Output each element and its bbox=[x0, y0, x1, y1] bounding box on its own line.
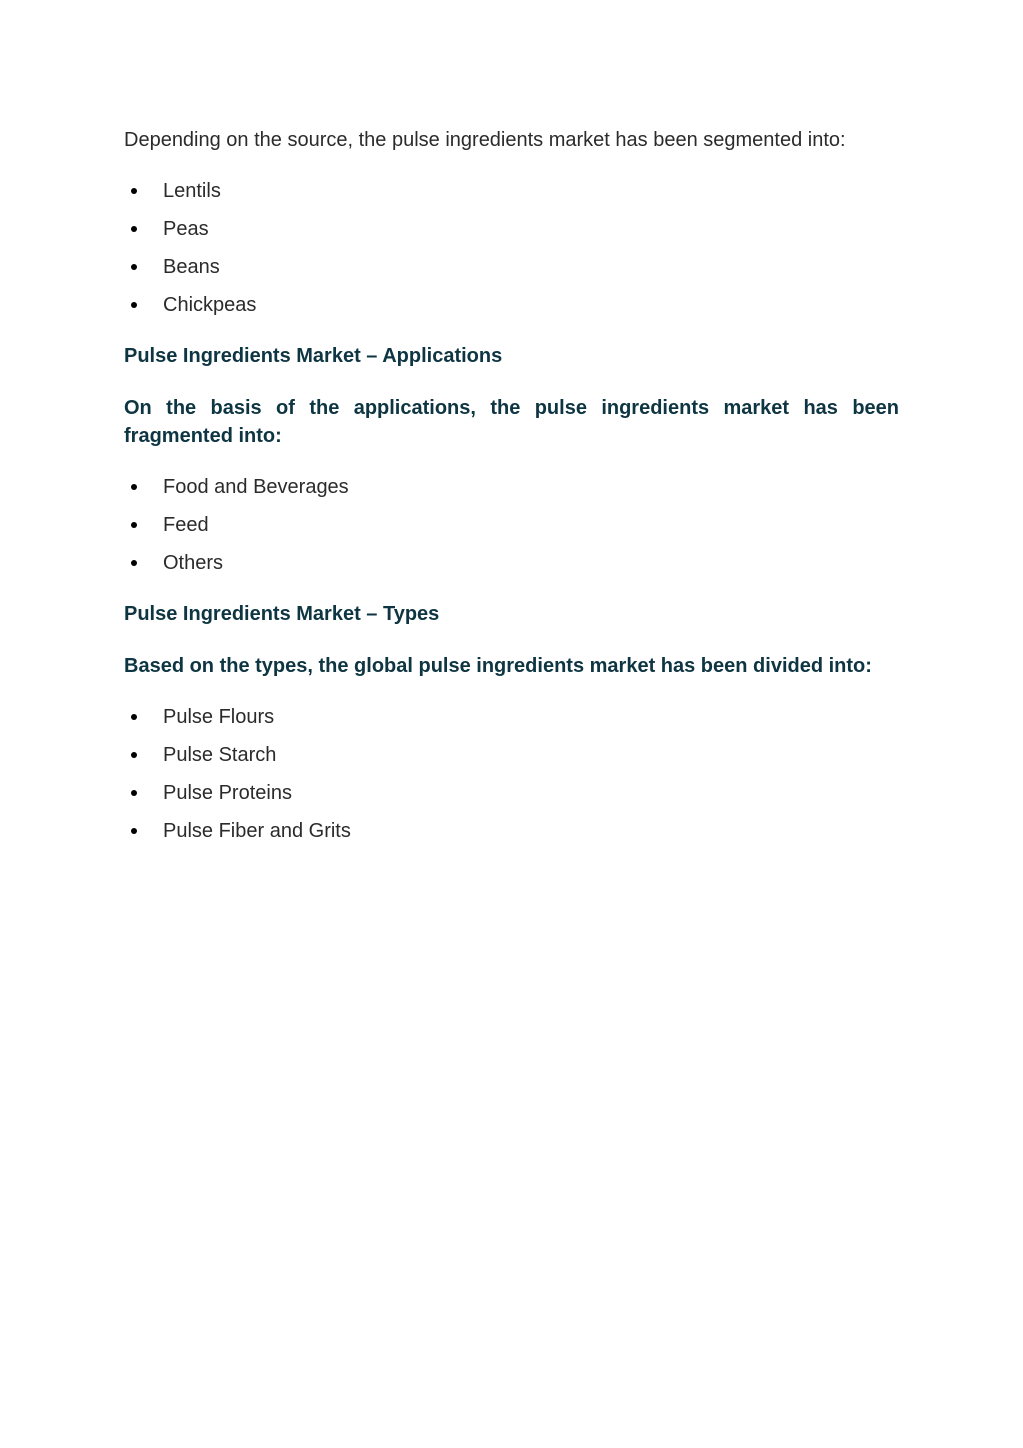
applications-intro: On the basis of the applications, the pulse ingredients market has been fragmented into: bbox=[124, 397, 899, 447]
types-list bbox=[124, 703, 899, 855]
bullet-icon bbox=[131, 560, 137, 566]
list-item-label: Pulse Starch bbox=[163, 744, 277, 766]
list-item bbox=[124, 703, 899, 741]
bullet-icon bbox=[131, 790, 137, 796]
bullet-icon bbox=[131, 302, 137, 308]
bullet-icon bbox=[131, 226, 137, 232]
applications-heading: Pulse Ingredients Market – Applications bbox=[124, 345, 503, 367]
list-item-label: Chickpeas bbox=[163, 294, 257, 316]
source-list bbox=[124, 177, 899, 329]
list-item bbox=[124, 291, 899, 329]
bullet-icon bbox=[131, 828, 137, 834]
list-item-label: Pulse Proteins bbox=[163, 782, 292, 804]
list-item-label: Pulse Flours bbox=[163, 706, 275, 728]
bullet-icon bbox=[131, 264, 137, 270]
list-item bbox=[124, 549, 899, 587]
bullet-icon bbox=[131, 484, 137, 490]
types-intro: Based on the types, the global pulse ingredients market has been divided into: bbox=[124, 655, 872, 677]
list-item-label: Beans bbox=[163, 256, 220, 278]
list-item-label: Others bbox=[163, 552, 224, 574]
list-item bbox=[124, 817, 899, 855]
types-heading: Pulse Ingredients Market – Types bbox=[124, 603, 440, 625]
list-item-label: Peas bbox=[163, 218, 209, 240]
bullet-icon bbox=[131, 522, 137, 528]
list-item bbox=[124, 215, 899, 253]
list-item bbox=[124, 741, 899, 779]
document-page bbox=[124, 124, 899, 855]
list-item bbox=[124, 473, 899, 511]
list-item-label: Feed bbox=[163, 514, 209, 536]
list-item-label: Pulse Fiber and Grits bbox=[163, 820, 351, 842]
list-item bbox=[124, 511, 899, 549]
list-item bbox=[124, 779, 899, 817]
list-item-label: Food and Beverages bbox=[163, 476, 349, 498]
bullet-icon bbox=[131, 714, 137, 720]
list-item bbox=[124, 253, 899, 291]
list-item bbox=[124, 177, 899, 215]
list-item-label: Lentils bbox=[163, 180, 221, 202]
bullet-icon bbox=[131, 752, 137, 758]
bullet-icon bbox=[131, 188, 137, 194]
applications-list bbox=[124, 473, 899, 587]
source-intro: Depending on the source, the pulse ingredients market has been segmented into: bbox=[124, 129, 846, 151]
